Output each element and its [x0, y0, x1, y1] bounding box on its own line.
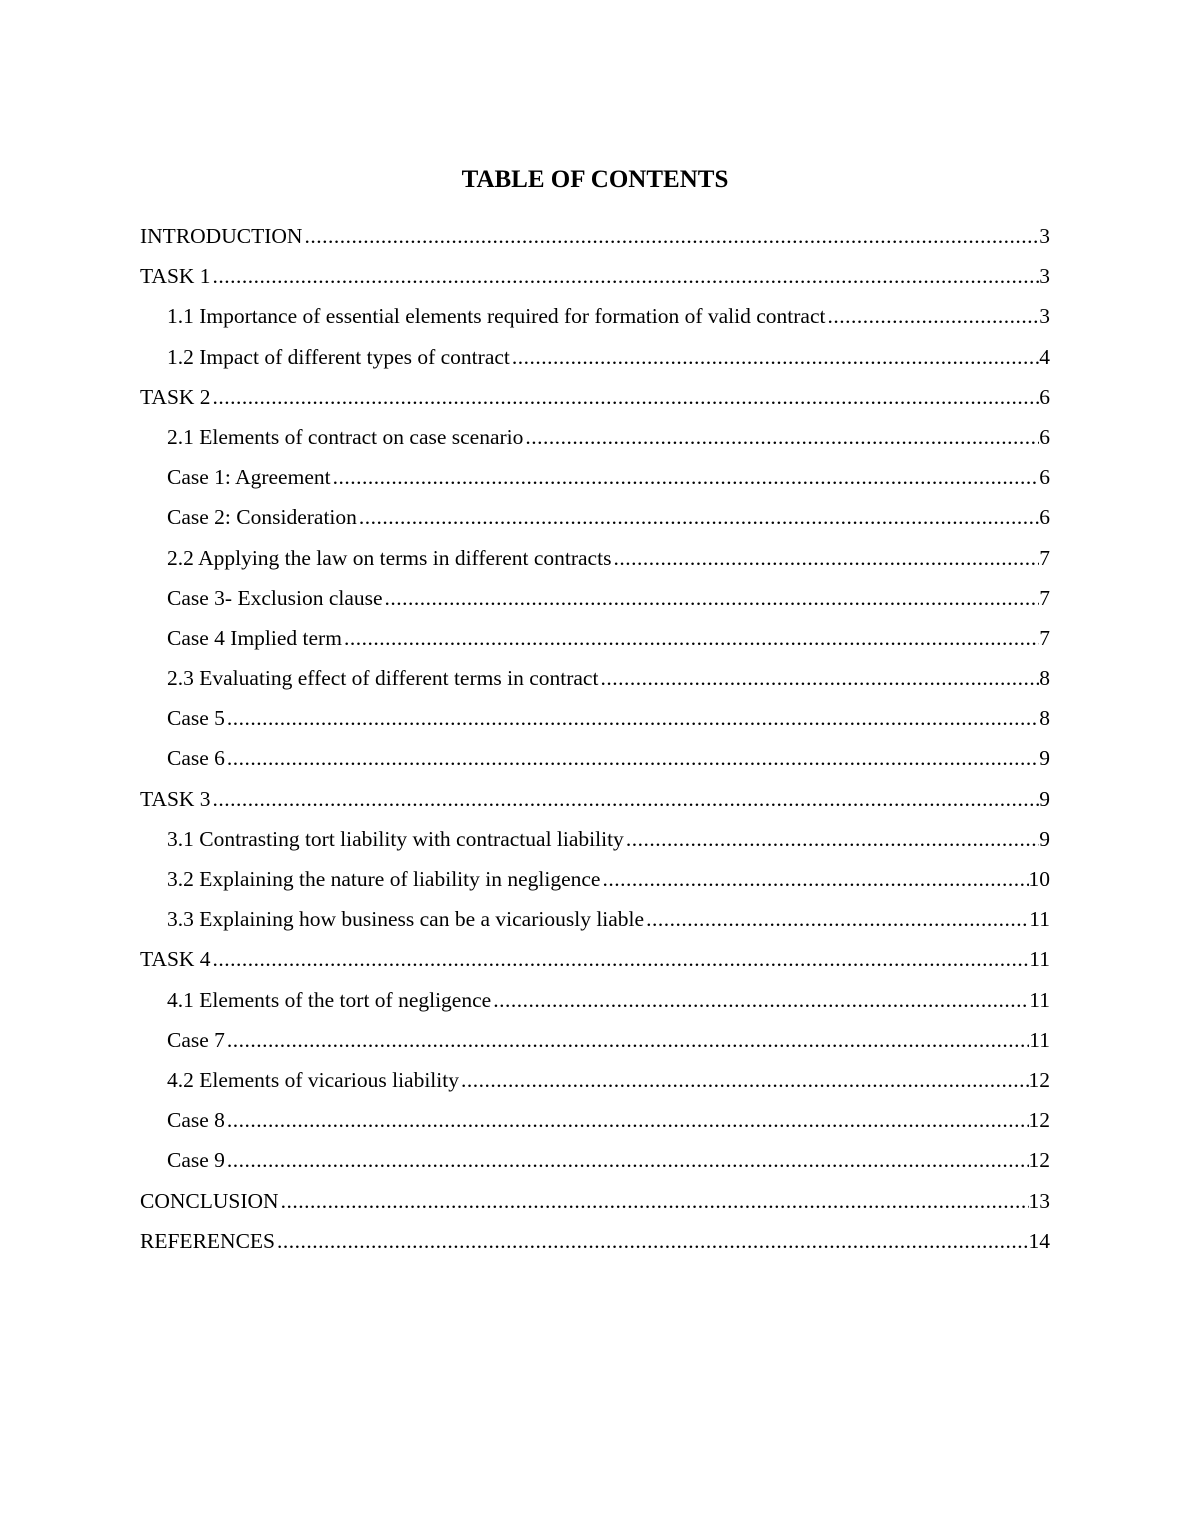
toc-entry-label: REFERENCES	[140, 1228, 275, 1253]
toc-entry-label: Case 9	[167, 1148, 225, 1173]
toc-entry-label: TASK 3	[140, 786, 211, 811]
toc-entry-label: 4.2 Elements of vicarious liability	[167, 1067, 459, 1092]
toc-entry[interactable]	[140, 1221, 1050, 1261]
toc-entry-label: 4.1 Elements of the tort of negligence	[167, 987, 492, 1012]
toc-entry[interactable]	[140, 939, 1050, 979]
dot-leader	[227, 1100, 1029, 1140]
toc-page-number: 6	[1039, 384, 1050, 409]
toc-page-number: 9	[1039, 786, 1050, 811]
toc-entry-label: Case 6	[167, 746, 225, 771]
dot-leader	[600, 658, 1039, 698]
toc-page-number: 7	[1039, 545, 1050, 570]
toc-page-number: 3	[1039, 304, 1050, 329]
toc-entry[interactable]	[140, 457, 1050, 497]
toc-entry-label: Case 8	[167, 1108, 225, 1133]
dot-leader	[213, 377, 1040, 417]
dot-leader	[281, 1181, 1029, 1221]
toc-entry[interactable]	[140, 1100, 1050, 1140]
toc-entry[interactable]	[140, 779, 1050, 819]
toc-entry[interactable]	[140, 377, 1050, 417]
toc-page-number: 4	[1039, 344, 1050, 369]
toc-entry[interactable]	[140, 337, 1050, 377]
toc-entry[interactable]	[140, 658, 1050, 698]
toc-entry-label: Case 2: Consideration	[167, 505, 357, 530]
toc-page-number: 7	[1039, 585, 1050, 610]
dot-leader	[512, 337, 1039, 377]
toc-page-number: 12	[1028, 1148, 1050, 1173]
dot-leader	[493, 980, 1029, 1020]
toc-entry-label: TASK 1	[140, 264, 211, 289]
dot-leader	[626, 819, 1039, 859]
toc-entry[interactable]	[140, 1060, 1050, 1100]
dot-leader	[213, 779, 1040, 819]
toc-page-number: 6	[1039, 505, 1050, 530]
dot-leader	[828, 296, 1040, 336]
toc-entry[interactable]	[140, 1140, 1050, 1180]
dot-leader	[213, 256, 1040, 296]
toc-page-number: 10	[1028, 867, 1050, 891]
toc-entry[interactable]	[140, 899, 1050, 939]
toc-entry[interactable]	[140, 497, 1050, 537]
dot-leader	[344, 618, 1039, 658]
toc-entry-label: Case 7	[167, 1027, 225, 1052]
dot-leader	[461, 1060, 1029, 1100]
toc-page-number: 11	[1029, 907, 1050, 932]
toc-page-number: 9	[1039, 826, 1050, 851]
toc-page-number: 11	[1029, 987, 1050, 1012]
toc-page-number: 11	[1029, 1027, 1050, 1052]
dot-leader	[213, 939, 1030, 979]
page-title: TABLE OF CONTENTS	[461, 166, 729, 193]
dot-leader	[227, 698, 1039, 738]
toc-entry-label: TASK 4	[140, 947, 211, 972]
dot-leader	[359, 497, 1039, 537]
toc-page-number: 7	[1039, 625, 1050, 650]
toc-entry-label: Case 4 Implied term	[167, 625, 342, 650]
dot-leader	[613, 538, 1039, 578]
toc-entry-label: CONCLUSION	[140, 1188, 279, 1213]
toc-entry[interactable]	[140, 417, 1050, 457]
toc-entry[interactable]	[140, 819, 1050, 859]
toc-page-number: 12	[1028, 1108, 1050, 1133]
toc-page-number: 3	[1039, 224, 1050, 248]
toc-page-number: 9	[1039, 746, 1050, 771]
toc-entry[interactable]	[140, 859, 1050, 899]
toc-entry-label: Case 3- Exclusion clause	[167, 585, 383, 610]
toc-entry-label: 2.3 Evaluating effect of different terms in contract	[167, 666, 599, 691]
toc-page-number: 6	[1039, 424, 1050, 449]
toc-entry-label: INTRODUCTION	[140, 224, 303, 248]
dot-leader	[385, 578, 1040, 618]
toc-entry[interactable]	[140, 256, 1050, 296]
toc-entry[interactable]	[140, 618, 1050, 658]
toc-page-number: 6	[1039, 465, 1050, 490]
toc-page-number: 8	[1039, 666, 1050, 691]
dot-leader	[525, 417, 1039, 457]
toc-page-number: 14	[1028, 1228, 1050, 1253]
toc-entry[interactable]	[140, 1181, 1050, 1221]
toc-entry[interactable]	[140, 538, 1050, 578]
dot-leader	[277, 1221, 1029, 1261]
toc-page-number: 12	[1028, 1067, 1050, 1092]
toc-page-number: 8	[1039, 706, 1050, 731]
toc-page-number: 13	[1028, 1188, 1050, 1213]
dot-leader	[646, 899, 1029, 939]
table-of-contents	[140, 216, 1050, 1261]
dot-leader	[304, 216, 1039, 256]
toc-entry-label: TASK 2	[140, 384, 211, 409]
toc-entry-label: 2.1 Elements of contract on case scenario	[167, 424, 524, 449]
dot-leader	[602, 859, 1028, 899]
dot-leader	[227, 1020, 1029, 1060]
toc-page-number: 11	[1029, 947, 1050, 972]
toc-entry-label: Case 1: Agreement	[167, 465, 331, 490]
toc-entry-label: 3.3 Explaining how business can be a vicariously liable	[167, 907, 645, 932]
toc-entry[interactable]	[140, 738, 1050, 778]
toc-entry-label: 3.2 Explaining the nature of liability in negligence	[167, 867, 601, 891]
dot-leader	[227, 738, 1039, 778]
toc-entry-label: 1.2 Impact of different types of contract	[167, 344, 510, 369]
toc-entry-label: Case 5	[167, 706, 225, 731]
toc-page-number: 3	[1039, 264, 1050, 289]
toc-entry-label: 1.1 Importance of essential elements required for formation of valid contract	[167, 304, 826, 329]
dot-leader	[333, 457, 1040, 497]
toc-entry[interactable]	[140, 296, 1050, 336]
toc-entry[interactable]	[140, 698, 1050, 738]
toc-entry-label: 3.1 Contrasting tort liability with contractual liability	[167, 826, 624, 851]
toc-entry[interactable]	[140, 1020, 1050, 1060]
toc-entry[interactable]	[140, 216, 1050, 256]
dot-leader	[227, 1140, 1029, 1180]
toc-entry[interactable]	[140, 980, 1050, 1020]
toc-entry[interactable]	[140, 578, 1050, 618]
toc-entry-label: 2.2 Applying the law on terms in different contracts	[167, 545, 612, 570]
